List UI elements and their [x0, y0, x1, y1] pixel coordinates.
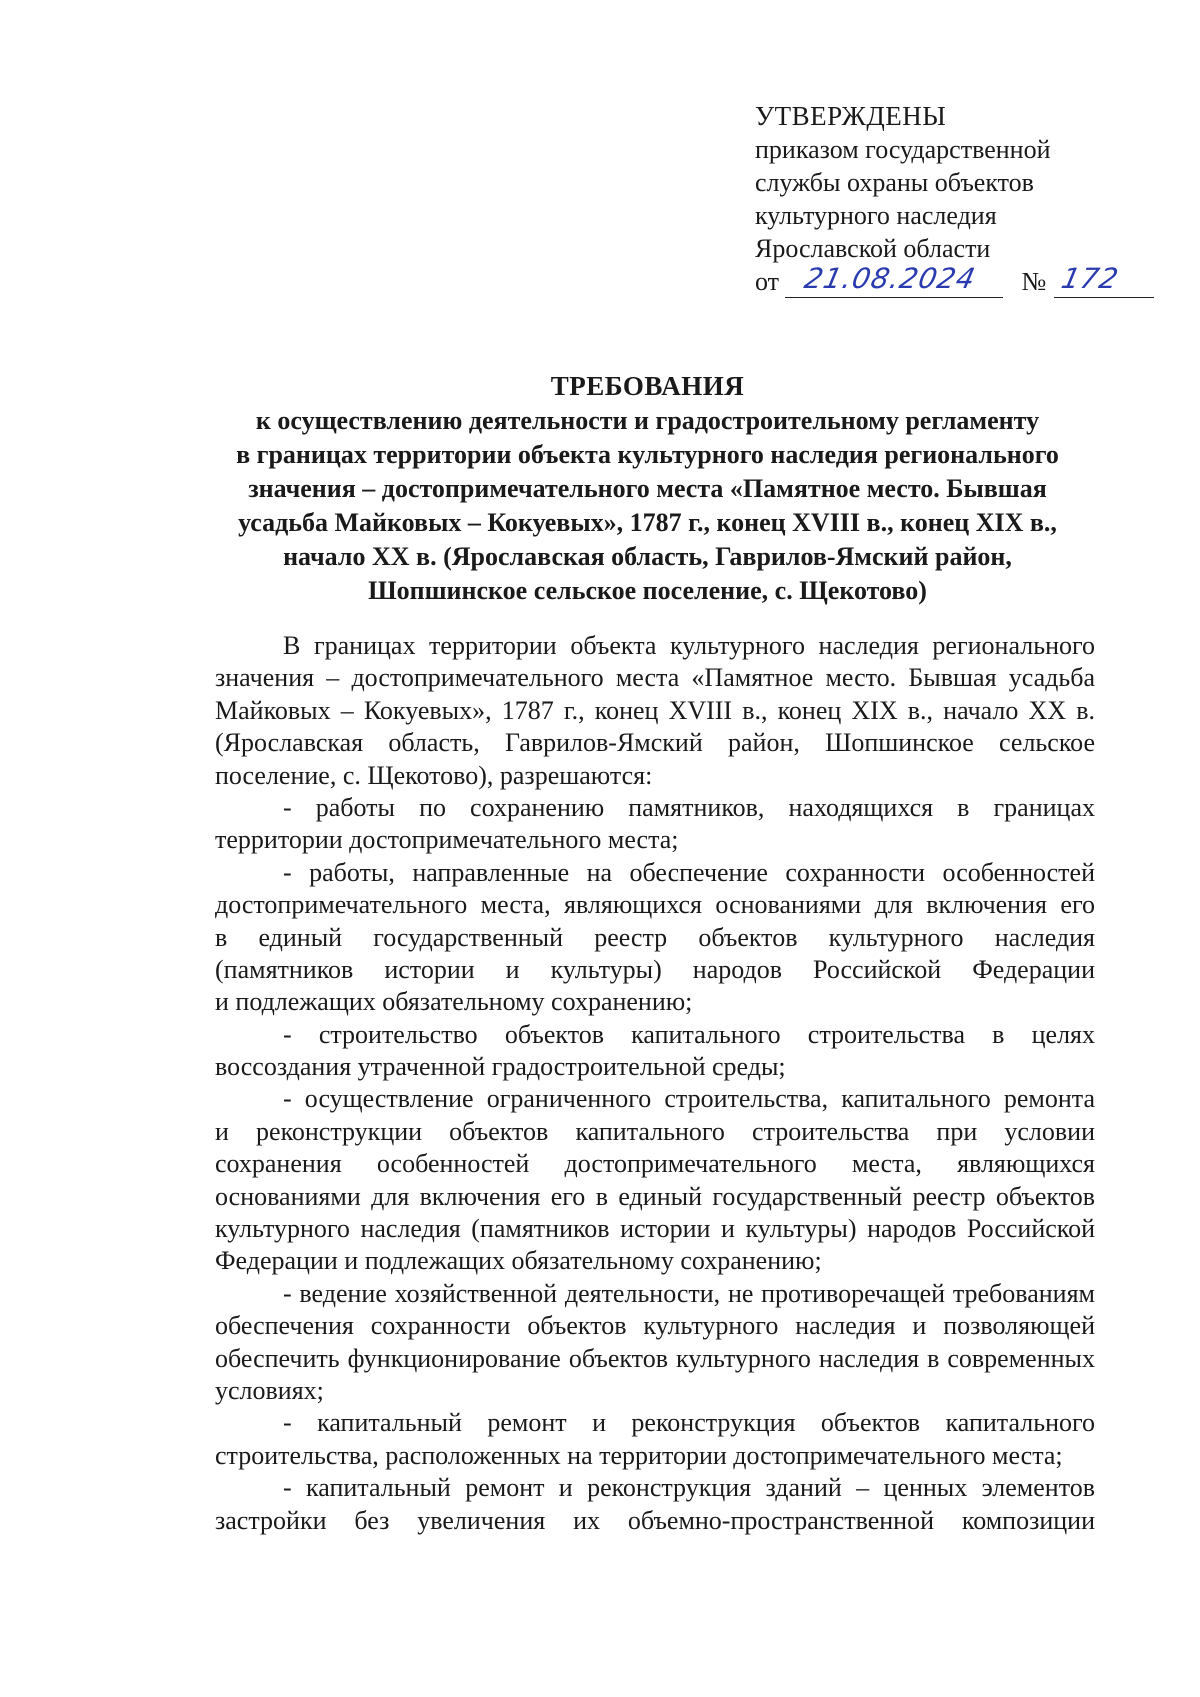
body-line: - капитальный ремонт и реконструкция зданий – ценных элементов [283, 1473, 1095, 1503]
body-line: в единый государственный реестр объектов культурного наследия [215, 922, 1095, 952]
body-line: строительства, расположенных на территории достопримечательного места; [215, 1440, 1063, 1470]
title-line: к осуществлению деятельности и градостроительному регламенту [255, 406, 1040, 435]
handwritten-date: 21.08.2024 [801, 262, 979, 295]
date-field [785, 262, 1003, 298]
body-line: Майковых – Кокуевых», 1787 г., конец XVIII в., конец XIX в., начало XX в. [215, 695, 1095, 725]
body-line: условиях; [215, 1375, 324, 1405]
body-line: и реконструкции объектов капитального строительства при условии [215, 1116, 1095, 1146]
approval-line: службы охраны объектов [755, 168, 1034, 197]
body-line: и подлежащих обязательному сохранению; [215, 987, 693, 1017]
body-line: - осуществление ограниченного строительства, капитального ремонта [283, 1084, 1095, 1114]
body-line: Федерации и подлежащих обязательному сохранению; [215, 1246, 822, 1276]
title-heading: ТРЕБОВАНИЯ [550, 371, 745, 401]
approval-block [755, 100, 1155, 301]
document-title [200, 368, 1095, 608]
body-line: территории достопримечательного места; [215, 825, 679, 855]
body-line: - работы по сохранению памятников, находящихся в границах [283, 792, 1095, 822]
from-label: от [755, 267, 780, 296]
body-line: - работы, направленные на обеспечение сохранности особенностей [283, 857, 1095, 887]
body-line: обеспечения сохранности объектов культурного наследия и позволяющей [215, 1311, 1095, 1341]
title-line: в границах территории объекта культурного наследия регионального [236, 440, 1059, 469]
body-line: поселение, с. Щекотово), разрешаются: [215, 760, 653, 790]
order-line [755, 262, 1155, 301]
body-line: (памятников истории и культуры) народов Российской Федерации [215, 954, 1095, 984]
handwritten-number: 172 [1058, 262, 1123, 295]
body-line: (Ярославская область, Гаврилов-Ямский район, Шопшинское сельское [215, 728, 1095, 758]
title-line: начало XX в. (Ярославская область, Гаврилов-Ямский район, [283, 542, 1012, 571]
approval-line: приказом государственной [755, 135, 1051, 164]
body-line: обеспечить функционирование объектов культурного наследия в современных [215, 1343, 1095, 1373]
title-line: значения – достопримечательного места «Памятное место. Бывшая [248, 474, 1047, 503]
body-line: значения – достопримечательного места «Памятное место. Бывшая усадьба [215, 663, 1095, 693]
document-body [215, 630, 1095, 1537]
body-line: застройки без увеличения их объемно-пространственной композиции [215, 1505, 1095, 1535]
body-line: - ведение хозяйственной деятельности, не противоречащей требованиям [283, 1278, 1095, 1308]
number-label: № [1021, 267, 1047, 296]
body-line: достопримечательного места, являющихся основаниями для включения его [215, 890, 1095, 920]
body-line: - капитальный ремонт и реконструкция объектов капитального [283, 1408, 1095, 1438]
title-line: усадьба Майковых – Кокуевых», 1787 г., конец XVIII в., конец XIX в., [238, 508, 1057, 537]
body-line: сохранения особенностей достопримечательного места, являющихся [215, 1149, 1095, 1179]
body-line: культурного наследия (памятников истории и культуры) народов Российской [215, 1214, 1095, 1244]
body-line: воссоздания утраченной градостроительной среды; [215, 1052, 786, 1082]
body-line: - строительство объектов капитального строительства в целях [283, 1019, 1095, 1049]
approval-line: культурного наследия [755, 201, 997, 230]
body-line: В границах территории объекта культурного наследия регионального [283, 631, 1095, 660]
body-line: основаниями для включения его в единый государственный реестр объектов [215, 1181, 1095, 1211]
approval-title: УТВЕРЖДЕНЫ [755, 101, 947, 131]
number-field [1054, 262, 1154, 298]
title-line: Шопшинское сельское поселение, с. Щекотово) [368, 576, 927, 605]
approval-line: Ярославской области [755, 234, 991, 263]
